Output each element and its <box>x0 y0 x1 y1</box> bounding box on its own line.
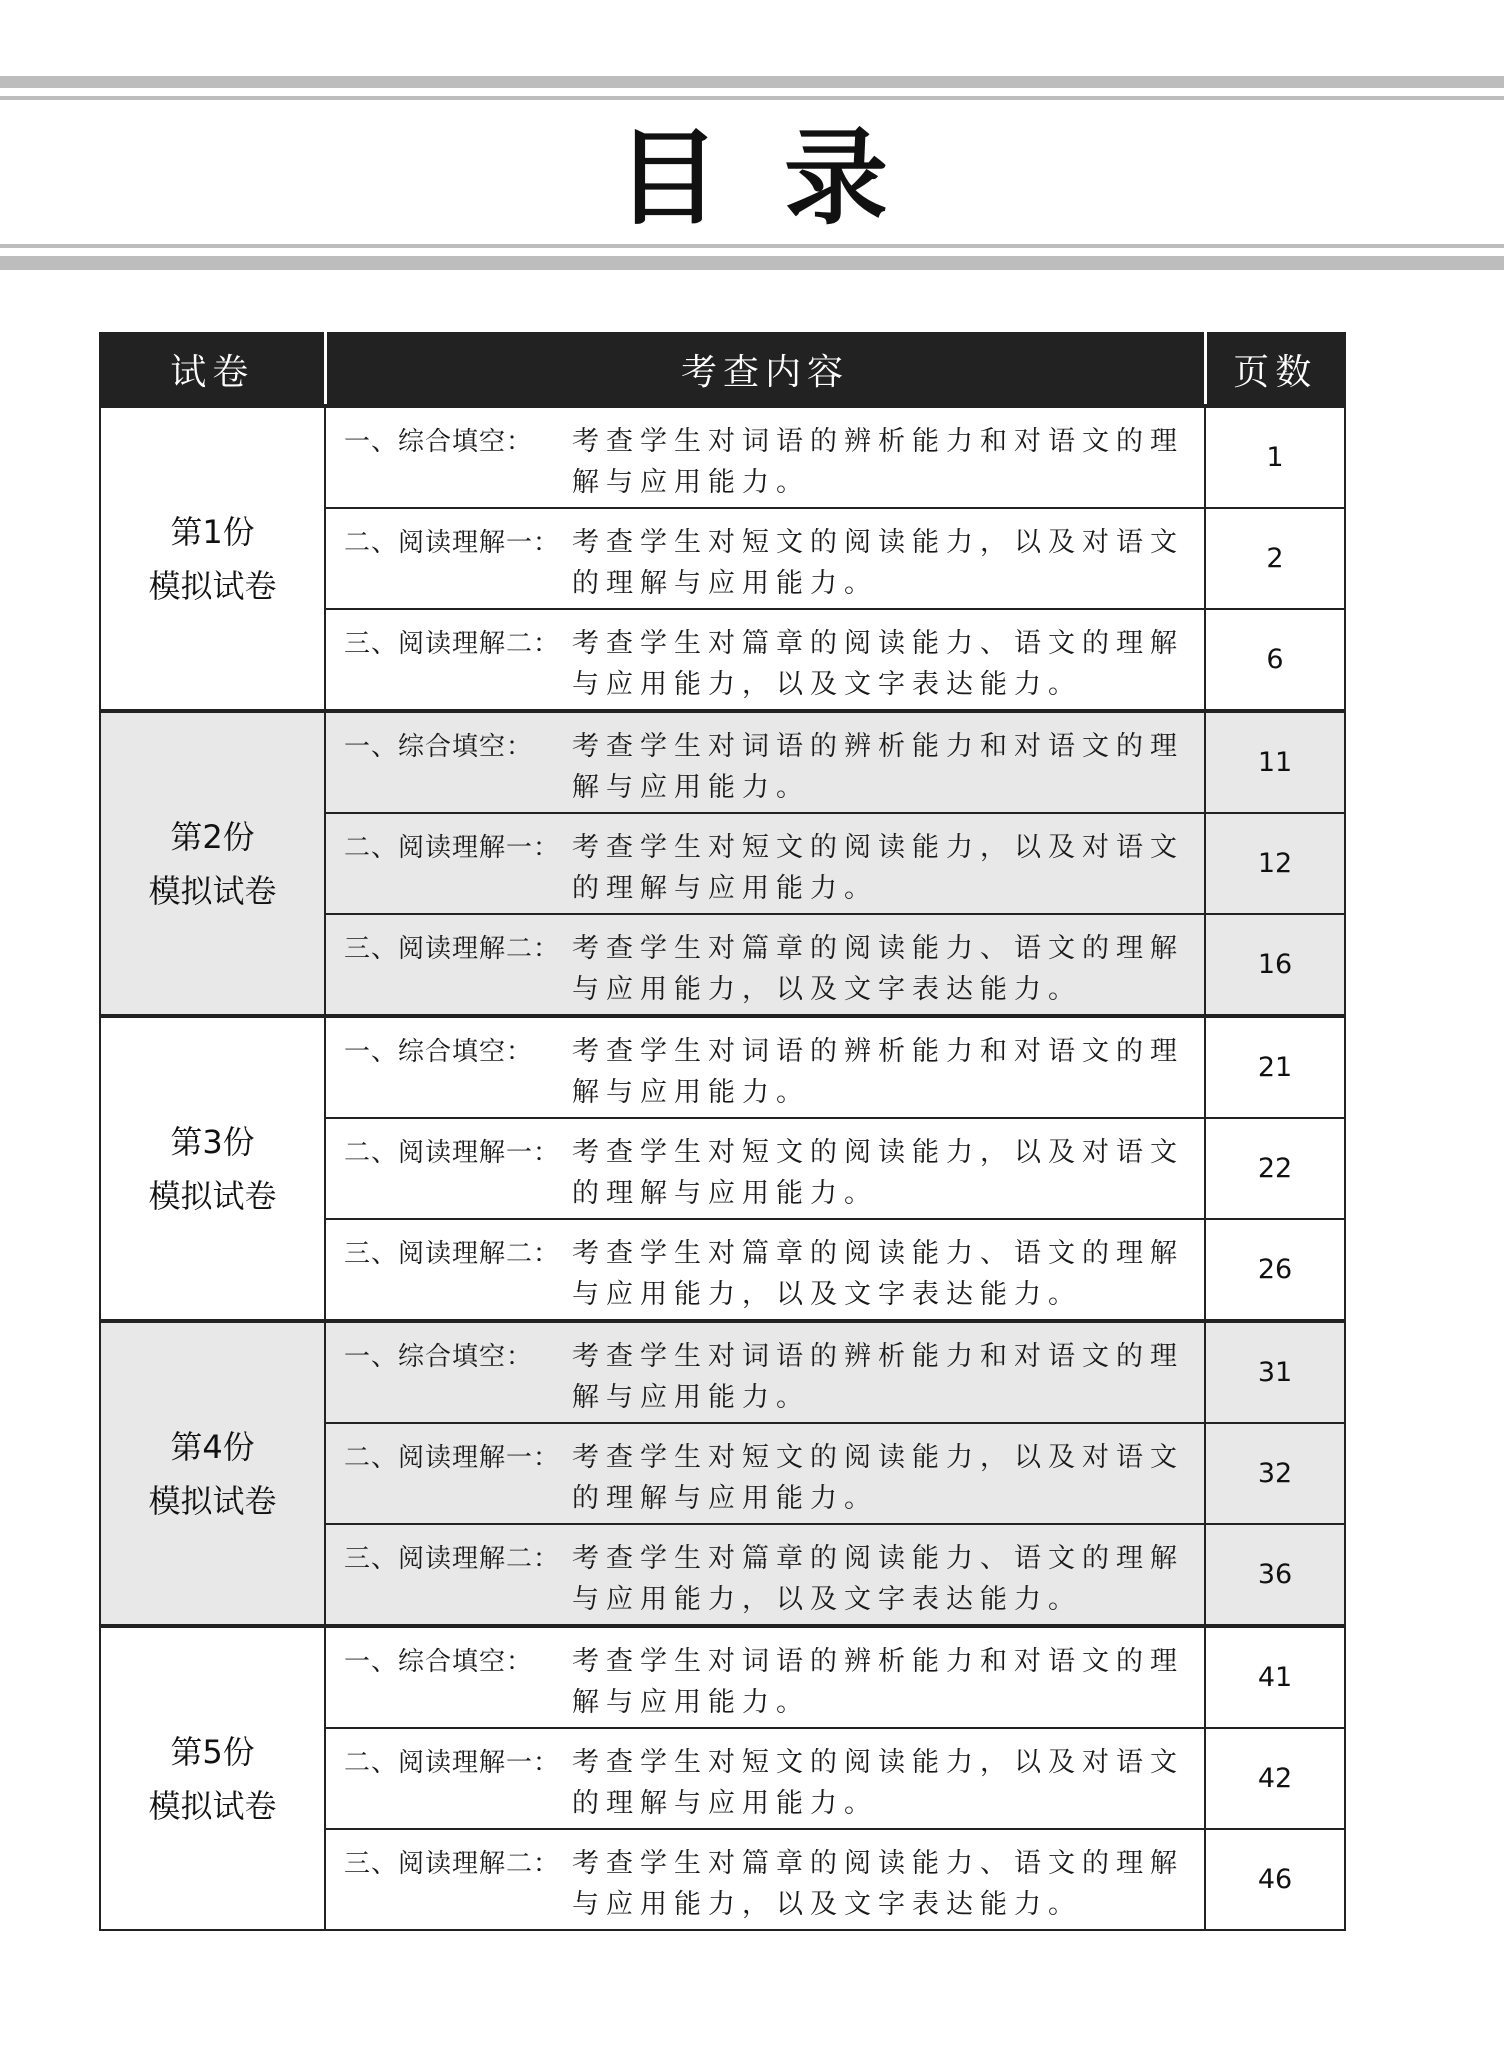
header-line-bottom <box>0 244 1504 248</box>
page-title: 目录 <box>615 116 952 239</box>
section-type: 一、综合填空： <box>344 426 534 457</box>
paper-number: 第2份 <box>170 817 255 856</box>
section-type: 二、阅读理解一： <box>344 1747 561 1778</box>
paper-label: 模拟试卷 <box>148 871 277 910</box>
section-description: 考查学生对词语的辨析能力和对语文的理解与应用能力。 <box>572 1035 1184 1108</box>
content-cell <box>325 1423 1205 1524</box>
section-type: 二、阅读理解一： <box>344 527 561 558</box>
content-cell <box>325 508 1205 609</box>
paper-name-cell <box>100 1016 325 1321</box>
section-description: 考查学生对词语的辨析能力和对语文的理解与应用能力。 <box>572 425 1184 498</box>
section-type: 三、阅读理解二： <box>344 1543 561 1574</box>
header-band-bottom <box>0 256 1504 270</box>
section-description: 考查学生对短文的阅读能力，以及对语文的理解与应用能力。 <box>572 1136 1184 1209</box>
table-row <box>100 406 1345 508</box>
content-cell <box>325 609 1205 711</box>
table-row <box>100 1626 1345 1728</box>
page-number: 41 <box>1205 1626 1345 1728</box>
header-band-top <box>0 76 1504 88</box>
paper-number: 第5份 <box>170 1732 255 1771</box>
page-number: 46 <box>1205 1829 1345 1930</box>
paper-name-cell <box>100 711 325 1016</box>
paper-group <box>100 1321 1345 1626</box>
paper-label: 模拟试卷 <box>148 1481 277 1520</box>
paper-group <box>100 1626 1345 1930</box>
section-type: 一、综合填空： <box>344 1646 534 1677</box>
content-cell <box>325 1524 1205 1626</box>
section-type: 三、阅读理解二： <box>344 1238 561 1269</box>
section-description: 考查学生对篇章的阅读能力、语文的理解与应用能力，以及文字表达能力。 <box>572 1237 1184 1310</box>
page-number: 36 <box>1205 1524 1345 1626</box>
paper-name-cell <box>100 1321 325 1626</box>
header-page: 页数 <box>1205 333 1345 406</box>
content-cell <box>325 406 1205 508</box>
section-description: 考查学生对短文的阅读能力，以及对语文的理解与应用能力。 <box>572 1746 1184 1819</box>
content-cell <box>325 914 1205 1016</box>
section-description: 考查学生对词语的辨析能力和对语文的理解与应用能力。 <box>572 730 1184 803</box>
paper-number: 第1份 <box>170 512 255 551</box>
section-description: 考查学生对词语的辨析能力和对语文的理解与应用能力。 <box>572 1340 1184 1413</box>
page-number: 22 <box>1205 1118 1345 1219</box>
content-cell <box>325 1728 1205 1829</box>
section-type: 二、阅读理解一： <box>344 1137 561 1168</box>
header-line-top <box>0 96 1504 100</box>
page-number: 1 <box>1205 406 1345 508</box>
section-description: 考查学生对短文的阅读能力，以及对语文的理解与应用能力。 <box>572 831 1184 904</box>
page-number: 2 <box>1205 508 1345 609</box>
paper-group <box>100 1016 1345 1321</box>
header-content: 考查内容 <box>325 333 1205 406</box>
section-type: 三、阅读理解二： <box>344 628 561 659</box>
section-description: 考查学生对词语的辨析能力和对语文的理解与应用能力。 <box>572 1645 1184 1718</box>
section-description: 考查学生对篇章的阅读能力、语文的理解与应用能力，以及文字表达能力。 <box>572 932 1184 1005</box>
section-description: 考查学生对篇章的阅读能力、语文的理解与应用能力，以及文字表达能力。 <box>572 1542 1184 1615</box>
page-number: 42 <box>1205 1728 1345 1829</box>
paper-name-cell <box>100 406 325 711</box>
section-type: 二、阅读理解一： <box>344 832 561 863</box>
content-cell <box>325 1829 1205 1930</box>
section-type: 三、阅读理解二： <box>344 1848 561 1879</box>
content-cell <box>325 1626 1205 1728</box>
paper-label: 模拟试卷 <box>148 1176 277 1215</box>
section-description: 考查学生对篇章的阅读能力、语文的理解与应用能力，以及文字表达能力。 <box>572 1847 1184 1920</box>
toc-table <box>99 332 1346 1931</box>
paper-group <box>100 711 1345 1016</box>
section-description: 考查学生对短文的阅读能力，以及对语文的理解与应用能力。 <box>572 1441 1184 1514</box>
table-row <box>100 711 1345 813</box>
section-description: 考查学生对篇章的阅读能力、语文的理解与应用能力，以及文字表达能力。 <box>572 627 1184 700</box>
content-cell <box>325 711 1205 813</box>
table-row <box>100 1016 1345 1118</box>
page-number: 16 <box>1205 914 1345 1016</box>
section-type: 二、阅读理解一： <box>344 1442 561 1473</box>
page-number: 11 <box>1205 711 1345 813</box>
section-type: 一、综合填空： <box>344 1341 534 1372</box>
toc-header-row <box>100 333 1345 406</box>
page-number: 31 <box>1205 1321 1345 1423</box>
paper-label: 模拟试卷 <box>148 566 277 605</box>
paper-number: 第3份 <box>170 1122 255 1161</box>
paper-label: 模拟试卷 <box>148 1786 277 1825</box>
content-cell <box>325 1016 1205 1118</box>
paper-group <box>100 406 1345 711</box>
page-number: 32 <box>1205 1423 1345 1524</box>
content-cell <box>325 1118 1205 1219</box>
paper-number: 第4份 <box>170 1427 255 1466</box>
section-description: 考查学生对短文的阅读能力，以及对语文的理解与应用能力。 <box>572 526 1184 599</box>
paper-name-cell <box>100 1626 325 1930</box>
page-number: 6 <box>1205 609 1345 711</box>
page-number: 21 <box>1205 1016 1345 1118</box>
content-cell <box>325 1219 1205 1321</box>
section-type: 三、阅读理解二： <box>344 933 561 964</box>
page-number: 12 <box>1205 813 1345 914</box>
content-cell <box>325 813 1205 914</box>
section-type: 一、综合填空： <box>344 1036 534 1067</box>
section-type: 一、综合填空： <box>344 731 534 762</box>
header-paper: 试卷 <box>100 333 325 406</box>
content-cell <box>325 1321 1205 1423</box>
page-number: 26 <box>1205 1219 1345 1321</box>
table-row <box>100 1321 1345 1423</box>
